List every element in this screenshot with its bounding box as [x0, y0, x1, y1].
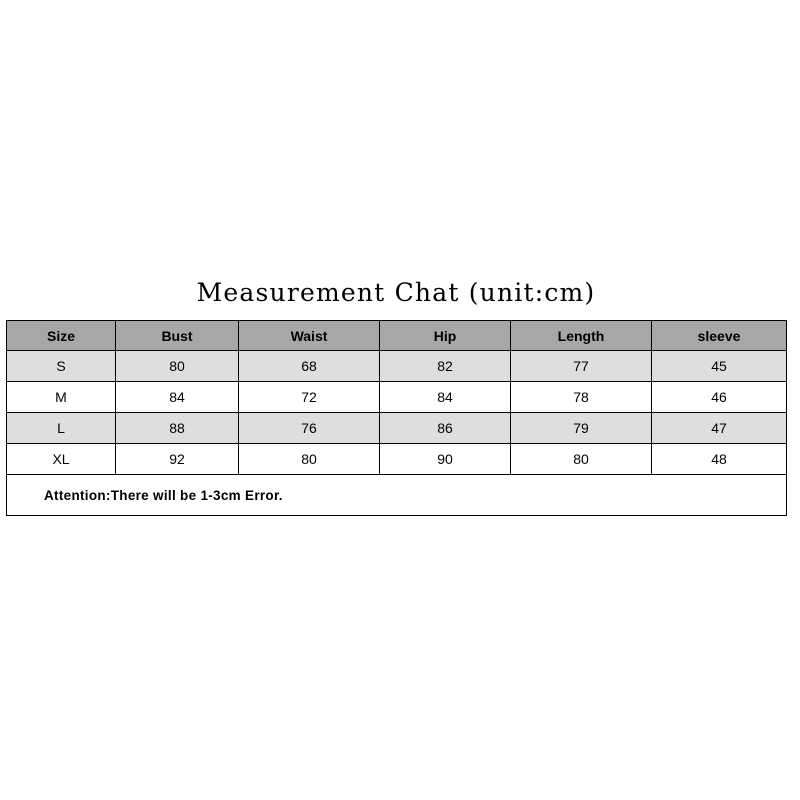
cell-size: S: [7, 351, 116, 382]
cell-length: 79: [511, 413, 652, 444]
cell-bust: 80: [116, 351, 239, 382]
cell-waist: 80: [239, 444, 380, 475]
measurement-table: [6, 320, 787, 516]
cell-sleeve: 45: [652, 351, 787, 382]
attention-note: Attention:There will be 1-3cm Error.: [7, 475, 787, 516]
header-bust: Bust: [116, 321, 239, 351]
header-size: Size: [7, 321, 116, 351]
cell-bust: 88: [116, 413, 239, 444]
cell-sleeve: 47: [652, 413, 787, 444]
cell-hip: 84: [380, 382, 511, 413]
cell-bust: 84: [116, 382, 239, 413]
cell-length: 78: [511, 382, 652, 413]
header-length: Length: [511, 321, 652, 351]
header-hip: Hip: [380, 321, 511, 351]
table-row: [7, 351, 787, 382]
table-row: [7, 413, 787, 444]
cell-waist: 72: [239, 382, 380, 413]
cell-waist: 68: [239, 351, 380, 382]
cell-waist: 76: [239, 413, 380, 444]
note-row: [7, 475, 787, 516]
table-header-row: [7, 321, 787, 351]
table-row: [7, 444, 787, 475]
header-sleeve: sleeve: [652, 321, 787, 351]
cell-sleeve: 46: [652, 382, 787, 413]
table-row: [7, 382, 787, 413]
cell-size: M: [7, 382, 116, 413]
cell-hip: 90: [380, 444, 511, 475]
page-title: Measurement Chat (unit:cm): [196, 278, 596, 307]
header-waist: Waist: [239, 321, 380, 351]
cell-length: 77: [511, 351, 652, 382]
cell-bust: 92: [116, 444, 239, 475]
cell-hip: 82: [380, 351, 511, 382]
cell-size: L: [7, 413, 116, 444]
cell-hip: 86: [380, 413, 511, 444]
cell-sleeve: 48: [652, 444, 787, 475]
cell-length: 80: [511, 444, 652, 475]
cell-size: XL: [7, 444, 116, 475]
